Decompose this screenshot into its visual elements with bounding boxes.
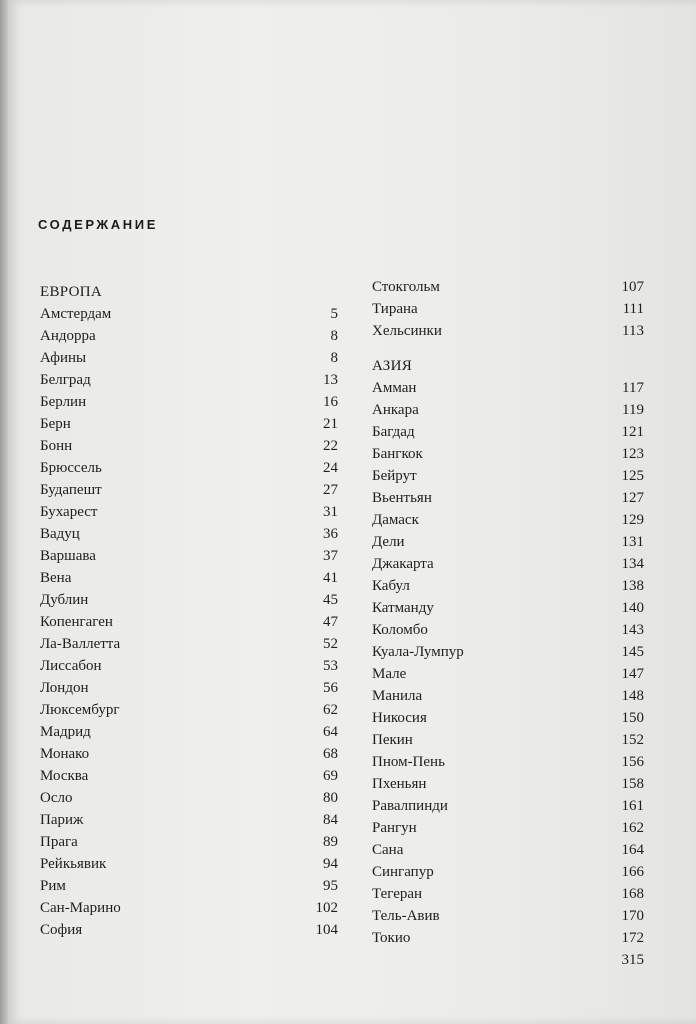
toc-entry-name: Дели [372,534,405,550]
toc-entry-name: Катманду [372,600,434,616]
toc-entry [40,831,338,853]
toc-entry-name: Сан-Марино [40,900,121,916]
toc-entry [40,787,338,809]
toc-entry [40,699,338,721]
toc-entry-name: Осло [40,790,73,806]
toc-entry-page: 129 [621,512,644,528]
toc-entry-name: Рим [40,878,66,894]
toc-entry-name: Тирана [372,301,418,317]
toc-entry-name: Копенгаген [40,614,113,630]
toc-entry [40,765,338,787]
toc-entry-page: 172 [621,930,644,946]
toc-entry-page: 152 [621,732,644,748]
toc-entry [372,795,644,817]
toc-entry [40,611,338,633]
toc-entry-name: Люксембург [40,702,120,718]
toc-entry [372,298,644,320]
toc-entry-page: 16 [323,394,338,410]
toc-entry-page: 41 [323,570,338,586]
toc-entry-page: 24 [323,460,338,476]
toc-entry-name: Лиссабон [40,658,102,674]
toc-entry-name: Вена [40,570,72,586]
toc-entry-name: Тель-Авив [372,908,440,924]
toc-entry-name: Амстердам [40,306,112,322]
toc-entry [40,325,338,347]
toc-entry-page: 168 [621,886,644,902]
toc-entry-page: 164 [621,842,644,858]
toc-entry [40,567,338,589]
toc-entry-name: Бухарест [40,504,98,520]
toc-entry [40,369,338,391]
europe-continued-entries [372,276,644,342]
toc-entry-page: 27 [323,482,338,498]
toc-entry-name: Бангкок [372,446,423,462]
toc-entry-name: Токио [372,930,411,946]
toc-entry-page: 22 [323,438,338,454]
toc-entry [40,655,338,677]
toc-entry [40,457,338,479]
toc-entry-name: Рейкьявик [40,856,107,872]
toc-entry-page: 94 [323,856,338,872]
toc-entry-page: 150 [621,710,644,726]
contents-heading: СОДЕРЖАНИЕ [38,217,158,232]
toc-entry-name: Сингапур [372,864,434,880]
toc-entry-page: 8 [330,350,338,366]
toc-entry-name: Париж [40,812,84,828]
toc-entry [40,589,338,611]
toc-entry [40,391,338,413]
toc-entry-page: 21 [323,416,338,432]
toc-entry-page: 69 [323,768,338,784]
toc-entry [372,905,644,927]
toc-entry [40,545,338,567]
book-spine-edge [0,0,8,1024]
toc-entry-name: Лондон [40,680,89,696]
toc-entry [40,919,338,941]
toc-entry-name: Равалпинди [372,798,448,814]
toc-entry-name: Белград [40,372,91,388]
toc-entry [372,421,644,443]
toc-entry [40,303,338,325]
toc-entry [372,320,644,342]
toc-entry [40,501,338,523]
toc-entry-page: 148 [621,688,644,704]
toc-entry-page: 134 [621,556,644,572]
toc-entry-page: 156 [621,754,644,770]
toc-entry [40,853,338,875]
toc-entry-page: 125 [621,468,644,484]
toc-entry-name: Стокгольм [372,279,440,295]
toc-entry-name: Манила [372,688,423,704]
toc-entry-name: Мале [372,666,407,682]
toc-entry-name: Амман [372,380,417,396]
toc-entry-page: 111 [622,301,644,317]
toc-entry-page: 102 [315,900,338,916]
toc-entry [372,276,644,298]
toc-entry-name: София [40,922,83,938]
show-through-text-left [18,40,338,61]
toc-entry-name: Вьентьян [372,490,432,506]
asia-entries [372,377,644,971]
toc-entry-page: 68 [323,746,338,762]
toc-entry [40,523,338,545]
section-title-europe: ЕВРОПА [40,284,102,300]
contents-left-column [40,280,338,941]
toc-entry-page: 47 [323,614,338,630]
toc-entry [372,443,644,465]
toc-entry-page: 107 [621,279,644,295]
toc-entry [372,861,644,883]
toc-entry-page: 5 [330,306,338,322]
toc-entry-name: Москва [40,768,89,784]
toc-entry-page: 162 [621,820,644,836]
toc-entry [372,487,644,509]
toc-entry [372,465,644,487]
toc-entry-name: Дублин [40,592,89,608]
toc-entry-page: 53 [323,658,338,674]
toc-entry-page: 89 [323,834,338,850]
toc-entry-page: 8 [330,328,338,344]
toc-entry [40,875,338,897]
toc-entry-name: Ла-Валлетта [40,636,121,652]
toc-entry-name: Мадрид [40,724,91,740]
toc-entry [372,641,644,663]
toc-entry-name: Прага [40,834,78,850]
toc-entry-name: Хельсинки [372,323,442,339]
toc-entry-name: Бейрут [372,468,417,484]
toc-entry [40,677,338,699]
toc-entry-page: 64 [323,724,338,740]
toc-entry-page: 123 [621,446,644,462]
toc-entry-name: Пхеньян [372,776,427,792]
toc-entry-page: 36 [323,526,338,542]
toc-entry-page: 104 [315,922,338,938]
toc-entry [372,509,644,531]
toc-entry-page: 52 [323,636,338,652]
toc-entry [372,817,644,839]
toc-entry-name: Багдад [372,424,415,440]
toc-entry-page: 13 [323,372,338,388]
toc-entry-page: 143 [621,622,644,638]
toc-entry [40,897,338,919]
toc-entry-page: 315 [621,952,644,968]
toc-entry [372,619,644,641]
toc-entry [372,773,644,795]
toc-entry [372,575,644,597]
toc-entry-page: 117 [622,380,644,396]
toc-entry [372,707,644,729]
toc-entry [40,743,338,765]
toc-entry-page: 31 [323,504,338,520]
toc-entry-page: 145 [621,644,644,660]
section-title-asia: АЗИЯ [372,358,413,374]
toc-entry-page: 62 [323,702,338,718]
toc-entry [372,531,644,553]
toc-entry-page: 45 [323,592,338,608]
toc-entry-name: Кабул [372,578,410,594]
toc-entry-page: 158 [621,776,644,792]
toc-entry [372,949,644,971]
toc-entry [372,751,644,773]
toc-entry-page: 161 [621,798,644,814]
toc-entry-name: Пекин [372,732,413,748]
toc-entry-name: Коломбо [372,622,428,638]
toc-entry [372,839,644,861]
toc-entry [372,663,644,685]
toc-entry-name: Варшава [40,548,96,564]
toc-entry-name: Сана [372,842,404,858]
toc-entry [40,721,338,743]
contents-right-column [372,276,644,971]
europe-entries [40,303,338,941]
toc-entry-page: 170 [621,908,644,924]
toc-entry-page: 131 [621,534,644,550]
toc-entry-name: Рангун [372,820,417,836]
toc-entry [40,413,338,435]
toc-entry-page: 80 [323,790,338,806]
toc-entry-name: Афины [40,350,87,366]
toc-entry-name: Тегеран [372,886,423,902]
toc-entry-name: Пном-Пень [372,754,445,770]
toc-entry-page: 140 [621,600,644,616]
toc-entry [372,883,644,905]
toc-entry-name: Берн [40,416,71,432]
toc-entry [40,347,338,369]
toc-entry-page: 119 [622,402,644,418]
toc-entry [372,927,644,949]
toc-entry-name: Будапешт [40,482,102,498]
toc-entry-page: 138 [621,578,644,594]
toc-entry [40,479,338,501]
toc-entry-name: Берлин [40,394,87,410]
toc-entry [40,435,338,457]
toc-entry-page: 166 [621,864,644,880]
toc-entry [372,685,644,707]
toc-entry-page: 95 [323,878,338,894]
toc-entry [40,633,338,655]
toc-entry [372,553,644,575]
toc-entry-name: Анкара [372,402,419,418]
toc-entry-page: 37 [323,548,338,564]
toc-entry [40,809,338,831]
toc-entry-page: 113 [622,323,644,339]
toc-entry-name: Брюссель [40,460,102,476]
toc-entry [372,729,644,751]
toc-entry-page: 84 [323,812,338,828]
toc-entry-name: Монако [40,746,90,762]
toc-entry-name: Бонн [40,438,73,454]
toc-entry-name: Дамаск [372,512,419,528]
toc-entry-name: Андорра [40,328,96,344]
toc-entry-name: Куала-Лумпур [372,644,464,660]
toc-entry [372,377,644,399]
toc-entry-page: 56 [323,680,338,696]
toc-entry-page: 127 [621,490,644,506]
toc-entry-page: 121 [621,424,644,440]
toc-entry-name: Джакарта [372,556,434,572]
toc-entry-name: Вадуц [40,526,80,542]
toc-entry-page: 147 [621,666,644,682]
toc-entry [372,597,644,619]
toc-entry-name: Никосия [372,710,427,726]
toc-entry [372,399,644,421]
